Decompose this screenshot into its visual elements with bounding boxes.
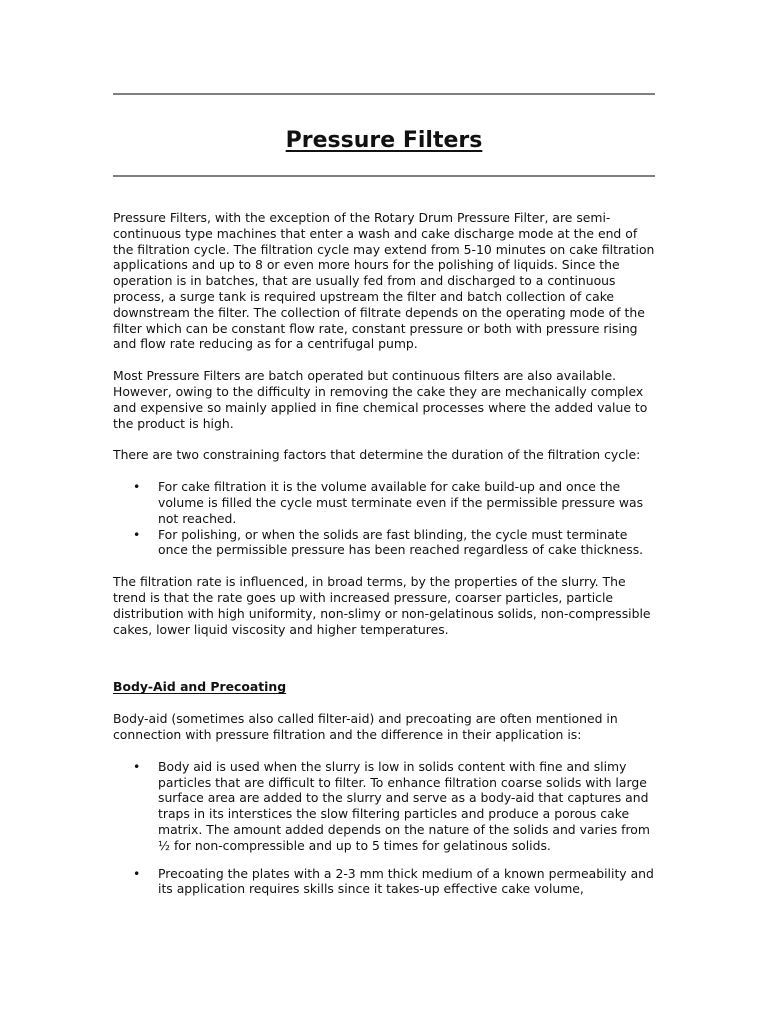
section-heading: Body-Aid and Precoating — [113, 679, 287, 695]
bullet-glyph: • — [133, 526, 141, 542]
bullet-glyph: • — [133, 865, 141, 881]
list-item-text: Precoating the plates with a 2-3 mm thick medium of a known permeability and its application requires skills since it takes-up effective cake volume, — [158, 865, 654, 897]
bullet-glyph: • — [133, 758, 141, 774]
page-title: Pressure Filters — [285, 128, 483, 153]
top-divider — [113, 93, 655, 95]
list-item-text: Body aid is used when the slurry is low in solids content with fine and slimy particles that are difficult to filter. To enhance filtration coarse solids with large surface area are added to the slurry and serve as a body-aid that captures and traps in its interstices the slow filtering particles and produce a porous cake matrix. The amount added depends on the nature of the solids and varies from ½ for non-compressible and up to 5 times for gelatinous solids. — [158, 758, 650, 853]
list-item-text: For polishing, or when the solids are fast blinding, the cycle must terminate once the permissible pressure has been reached regardless of cake thickness. — [158, 526, 644, 558]
bullet-glyph: • — [133, 479, 141, 495]
list-item — [133, 865, 655, 898]
rate-paragraph: The filtration rate is influenced, in broad terms, by the properties of the slurry. The trend is that the rate goes up with increased pressure, coarser particles, particle distribution with high uniformity, non-slimy or non-gelatinous solids, non-compressible cakes, lower liquid viscosity and higher temperatures. — [113, 574, 651, 637]
batch-paragraph: Most Pressure Filters are batch operated but continuous filters are also available. However, owing to the difficulty in removing the cake they are mechanically complex and expensive so mainly applied in fine chemical processes where the added value to the product is high. — [113, 368, 648, 431]
document-body — [113, 210, 655, 913]
bodyaid-paragraph: Body-aid (sometimes also called filter-aid) and precoating are often mentioned in connection with pressure filtration and the difference in their application is: — [113, 711, 618, 742]
list-item — [133, 526, 655, 559]
intro-paragraph: Pressure Filters, with the exception of the Rotary Drum Pressure Filter, are semi-continuous type machines that enter a wash and cake discharge mode at the end of the filtration cycle. The filtration cycle may extend from 5-10 minutes on cake filtration applications and up to 8 or even more hours for the polishing of liquids. Since the operation is in batches, that are usually fed from and discharged to a continuous process, a surge tank is required upstream the filter and batch collection of cake downstream the filter. The collection of filtrate depends on the operating mode of the filter which can be constant flow rate, constant pressure or both with pressure rising and flow rate reducing as for a centrifugal pump. — [113, 210, 655, 352]
title-divider — [113, 175, 655, 177]
constraints-paragraph: There are two constraining factors that determine the duration of the filtration cycle: — [113, 447, 641, 463]
bodyaid-list — [113, 759, 655, 897]
constraints-list — [113, 479, 655, 558]
list-item — [133, 758, 655, 854]
list-item — [133, 479, 655, 526]
list-item-text: For cake filtration it is the volume available for cake build-up and once the volume is filled the cycle must terminate even if the permissible pressure was not reached. — [158, 479, 644, 526]
